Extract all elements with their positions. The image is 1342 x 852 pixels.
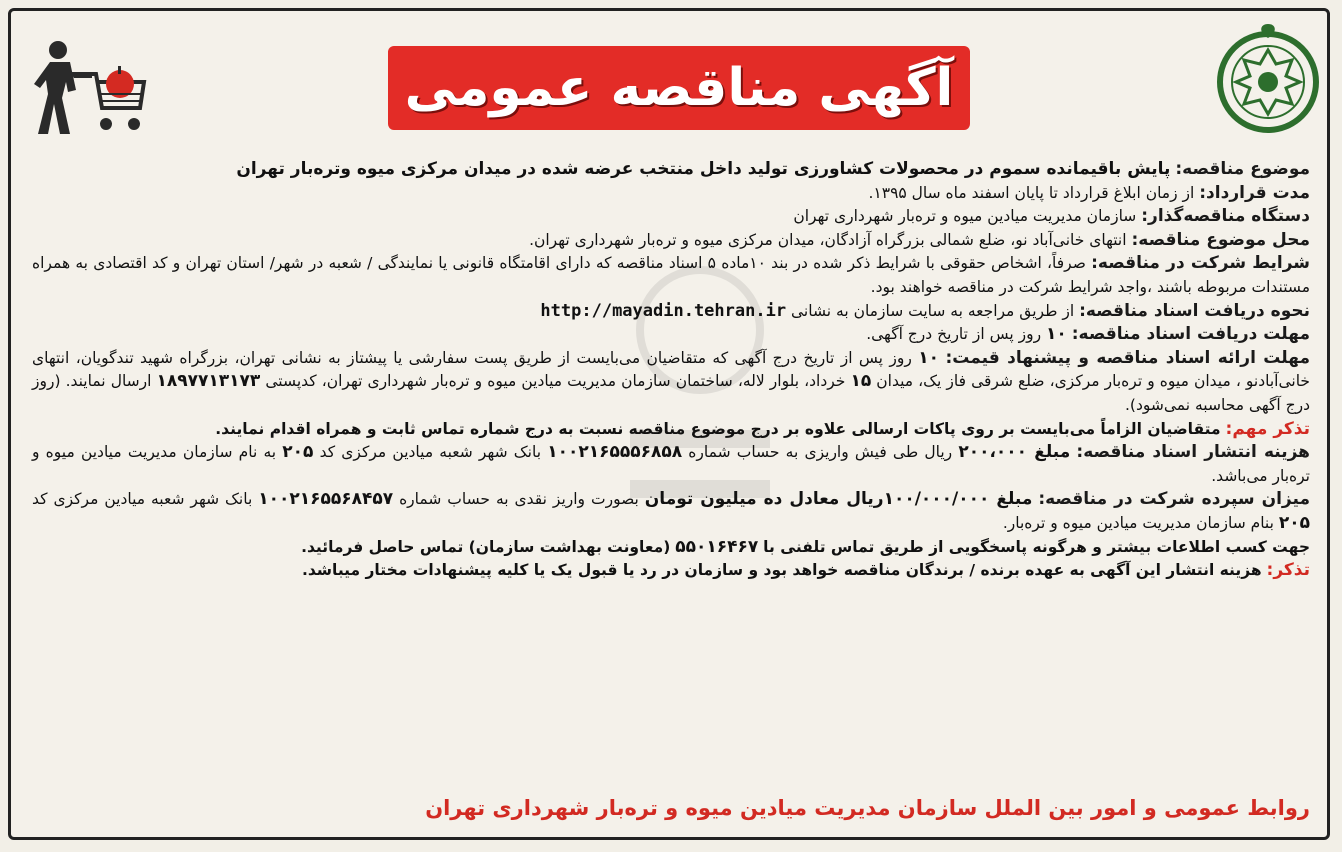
docs-method-text: از طریق مراجعه به سایت سازمان به نشانی: [791, 301, 1075, 320]
publication-cost-account: ۱۰۰۲۱۶۵۵۵۶۸۵۸: [547, 442, 683, 463]
publication-cost-amount: مبلغ ۲۰۰،۰۰۰: [958, 442, 1071, 463]
important-note-text: متقاضیان الزاماً می‌بایست بر روی پاکات ارسالی علاوه بر درج موضوع مناقصه نسبت به درج شماره تماس ثابت و همراه اقدام نمایند.: [215, 419, 1221, 438]
deposit-text-a: بصورت واریز نقدی به حساب شماره: [399, 490, 639, 509]
contact-line: [32, 536, 1310, 560]
docs-deadline-line: [32, 323, 1310, 347]
deposit-line: [32, 488, 1310, 535]
contact-text-b: (معاونت بهداشت سازمان) تماس حاصل فرمائید.: [301, 537, 671, 556]
contract-period-text: از زمان ابلاغ قرارداد تا پایان اسفند ماه سال ۱۳۹۵.: [868, 183, 1195, 202]
contract-period-label: مدت قرارداد:: [1199, 182, 1310, 203]
publication-cost-text-b: بانک شهر شعبه میادین مرکزی کد: [319, 443, 542, 462]
contact-text-a: جهت کسب اطلاعات بیشتر و هرگونه پاسخگویی از طریق تماس تلفنی با: [763, 537, 1310, 556]
notice-body: [32, 158, 1310, 583]
publication-cost-text-a: ریال طی فیش واریزی به حساب شماره: [688, 443, 953, 462]
submission-deadline-label: مهلت ارائه اسناد مناقصه و پیشنهاد قیمت:: [945, 347, 1310, 368]
submission-deadline-days: ۱۰: [918, 347, 940, 368]
header: [0, 0, 1342, 150]
subject-text: پایش باقیمانده سموم در محصولات کشاورزی تولید داخل منتخب عرضه شده در میدان مرکزی میوه وتره‌بار تهران: [236, 159, 1171, 179]
docs-method-line: [32, 300, 1310, 324]
organizer-text: سازمان مدیریت میادین میوه و تره‌بار شهرداری تهران: [793, 207, 1137, 226]
docs-method-label: نحوه دریافت اسناد مناقصه:: [1079, 300, 1310, 321]
organizer-label: دستگاه مناقصه‌گذار:: [1141, 206, 1310, 227]
publication-cost-line: [32, 441, 1310, 488]
contact-phone: ۵۵۰۱۶۴۶۷: [675, 536, 759, 557]
shopping-cart-person-icon: [30, 38, 150, 138]
deposit-account: ۱۰۰۲۱۶۵۵۶۸۴۵۷: [258, 489, 394, 510]
submission-text-a: روز پس از تاریخ درج آگهی که متقاضیان می‌بایست از طریق پست سفارشی یا پیشتاز به نشانی تهران، بزرگراه شهید تندگویان، انتهای خانی‌آبادنو ، میدان میوه و تره‌بار مرکزی، ضلع شرقی فاز یک، میدان: [32, 348, 1310, 391]
submission-deadline-line: [32, 347, 1310, 418]
deposit-text-b: بانک شهر شعبه میادین مرکزی کد: [32, 490, 253, 509]
publication-cost-label: هزینه انتشار اسناد مناقصه:: [1076, 442, 1310, 463]
organizer-line: [32, 205, 1310, 229]
conditions-label: شرایط شرکت در مناقصه:: [1091, 253, 1310, 274]
deposit-amount: مبلغ ۱۰۰/۰۰۰/۰۰۰ریال معادل ده میلیون تومان: [644, 489, 1033, 510]
note-label: تذکر:: [1266, 560, 1310, 581]
square-number: ۱۵: [850, 371, 872, 392]
page-title: آگهی مناقصه عمومی: [404, 58, 954, 118]
conditions-line: [32, 252, 1310, 299]
important-note-label: تذکر مهم:: [1225, 418, 1310, 439]
conditions-text: صرفاً، اشخاص حقوقی با شرایط ذکر شده در بند ۱۰ماده ۵ اسناد مناقصه که دارای اقامتگاه قانونی یا نمایندگی / شعبه در شهر/ استان تهران و کد اقتصادی به همراه مستندات مربوطه باشند ،واجد شرایط شرکت در مناقصه خواهند بود.: [32, 254, 1310, 296]
subject-line: [32, 158, 1310, 182]
note-line: [32, 559, 1310, 583]
docs-deadline-text: روز پس از تاریخ درج آگهی.: [866, 325, 1042, 344]
subject-label: موضوع مناقصه:: [1175, 159, 1310, 179]
docs-deadline-label: مهلت دریافت اسناد مناقصه:: [1071, 324, 1310, 345]
location-text: انتهای خانی‌آباد نو، ضلع شمالی بزرگراه آزادگان، میدان مرکزی میوه و تره‌بار شهرداری تهران.: [529, 230, 1127, 249]
deposit-text-c: بنام سازمان مدیریت میادین میوه و تره‌بار.: [1002, 513, 1274, 532]
website-link[interactable]: http://mayadin.tehran.ir: [540, 300, 787, 321]
footer-signature: روابط عمومی و امور بین الملل سازمان مدیریت میادین میوه و تره‌بار شهرداری تهران: [425, 796, 1310, 820]
location-label: محل موضوع مناقصه:: [1131, 229, 1310, 250]
submission-text-c: ارسال نمایند. (روز درج آگهی محاسبه نمی‌شود).: [32, 372, 1310, 414]
publication-cost-text-c: به نام سازمان مدیریت میادین میوه و تره‌بار می‌باشد.: [32, 443, 1310, 485]
publication-cost-branch: ۲۰۵: [282, 442, 314, 463]
deposit-label: میزان سپرده شرکت در مناقصه:: [1038, 489, 1310, 510]
important-note-line: [32, 418, 1310, 442]
deposit-branch: ۲۰۵: [1278, 512, 1310, 533]
note-text: هزینه انتشار این آگهی به عهده برنده / برندگان مناقصه خواهد بود و سازمان در رد یا قبول یک یا کلیه پیشنهادات مختار میباشد.: [301, 561, 1262, 580]
contract-period-line: [32, 182, 1310, 206]
location-line: [32, 229, 1310, 253]
docs-deadline-days: ۱۰: [1046, 324, 1067, 345]
postal-code: ۱۸۹۷۷۱۳۱۷۳: [156, 371, 261, 392]
title-banner: [388, 46, 970, 130]
submission-text-b: خرداد، بلوار لاله، ساختمان سازمان مدیریت میادین میوه و تره‌بار شهرداری تهران، کدپستی: [265, 372, 846, 391]
tehran-municipality-logo-icon: [1216, 20, 1320, 138]
